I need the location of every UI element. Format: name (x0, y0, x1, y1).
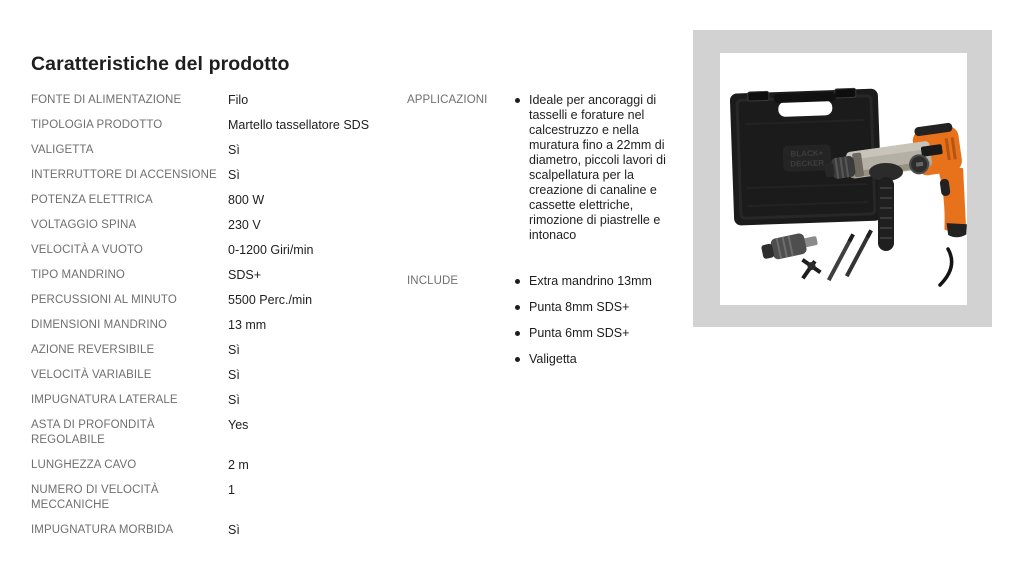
spec-label: VELOCITÀ VARIABILE (31, 369, 152, 381)
hammer-drill-kit-illustration (720, 53, 967, 305)
spec-value: Sì (228, 368, 240, 382)
page-title: Caratteristiche del prodotto (31, 53, 290, 75)
spec-value: Filo (228, 93, 249, 107)
spec-row (31, 483, 407, 513)
bullet-icon (515, 331, 520, 336)
spec-row (31, 458, 407, 473)
product-details-section (31, 52, 693, 548)
bullet-item (515, 300, 677, 315)
details-columns (31, 93, 693, 548)
spec-label: TIPOLOGIA PRODOTTO (31, 119, 163, 131)
bullet-text: Punta 8mm SDS+ (529, 300, 630, 314)
drill-bits-icon (827, 229, 873, 281)
spec-value: 230 V (228, 218, 261, 232)
bullet-item (515, 326, 677, 341)
spec-row (31, 418, 407, 448)
spec-value: Sì (228, 393, 240, 407)
spec-row (31, 318, 407, 333)
spec-label: FONTE DI ALIMENTAZIONE (31, 94, 182, 106)
svg-text:BLACK+: BLACK+ (790, 148, 824, 159)
spec-label: TIPO MANDRINO (31, 269, 125, 281)
spec-value: Sì (228, 343, 240, 357)
spec-label: VOLTAGGIO SPINA (31, 219, 137, 231)
chuck-key-icon (794, 255, 824, 285)
spec-row (31, 218, 407, 233)
spec-label: LUNGHEZZA CAVO (31, 459, 137, 471)
spec-row (31, 93, 407, 108)
power-cable-icon (940, 249, 952, 285)
spec-value: Sì (228, 168, 240, 182)
section-items (515, 274, 677, 378)
bullet-icon (515, 98, 520, 103)
spec-row (31, 243, 407, 258)
section-items (515, 93, 677, 254)
spec-value: Sì (228, 523, 240, 537)
spec-row (31, 523, 407, 538)
spec-value: 1 (228, 483, 235, 497)
spec-label: VELOCITÀ A VUOTO (31, 244, 143, 256)
spec-label: ASTA DI PROFONDITÀ REGOLABILE (31, 419, 155, 446)
bullet-item (515, 352, 677, 367)
spec-value: SDS+ (228, 268, 262, 282)
spec-value: 0-1200 Giri/min (228, 243, 314, 257)
spec-value: 13 mm (228, 318, 267, 332)
spec-label: IMPUGNATURA LATERALE (31, 394, 178, 406)
bullet-text: Extra mandrino 13mm (529, 274, 652, 288)
spec-row (31, 118, 407, 133)
spec-value: Yes (228, 418, 249, 432)
spec-row (31, 368, 407, 383)
section-label: INCLUDE (407, 275, 459, 287)
product-image (720, 53, 967, 305)
spec-label: PERCUSSIONI AL MINUTO (31, 294, 177, 306)
spec-label: POTENZA ELETTRICA (31, 194, 153, 206)
spec-row (31, 143, 407, 158)
spec-row (31, 293, 407, 308)
spec-label: NUMERO DI VELOCITÀ MECCANICHE (31, 484, 159, 511)
info-sections (407, 93, 693, 398)
info-section (407, 93, 693, 254)
spec-row (31, 168, 407, 183)
bullet-icon (515, 305, 520, 310)
product-image-panel (693, 30, 992, 327)
info-section (407, 274, 693, 378)
spec-row (31, 343, 407, 358)
spec-value: Sì (228, 143, 240, 157)
spec-label: INTERRUTTORE DI ACCENSIONE (31, 169, 217, 181)
extra-chuck-icon (760, 230, 819, 262)
spec-value: 2 m (228, 458, 249, 472)
spec-value: 800 W (228, 193, 265, 207)
bullet-icon (515, 279, 520, 284)
bullet-item (515, 274, 677, 289)
bullet-icon (515, 357, 520, 362)
spec-row (31, 268, 407, 283)
specs-table (31, 93, 407, 548)
bullet-text: Punta 6mm SDS+ (529, 326, 630, 340)
spec-label: IMPUGNATURA MORBIDA (31, 524, 174, 536)
spec-row (31, 393, 407, 408)
bullet-item (515, 93, 677, 243)
bullet-text: Ideale per ancoraggi di tasselli e forature nel calcestruzzo e nella muratura fino a 22mm di diametro, piccoli lavori di scalpellatura per la creazione di canaline e cassette elettriche, rimozione di piastrelle e intonaco (529, 93, 666, 242)
spec-label: AZIONE REVERSIBILE (31, 344, 155, 356)
spec-row (31, 193, 407, 208)
spec-label: VALIGETTA (31, 144, 94, 156)
section-label: APPLICAZIONI (407, 94, 488, 106)
bullet-text: Valigetta (529, 352, 577, 366)
spec-value: Martello tassellatore SDS (228, 118, 370, 132)
spec-label: DIMENSIONI MANDRINO (31, 319, 168, 331)
svg-text:DECKER: DECKER (790, 158, 825, 169)
spec-value: 5500 Perc./min (228, 293, 313, 307)
